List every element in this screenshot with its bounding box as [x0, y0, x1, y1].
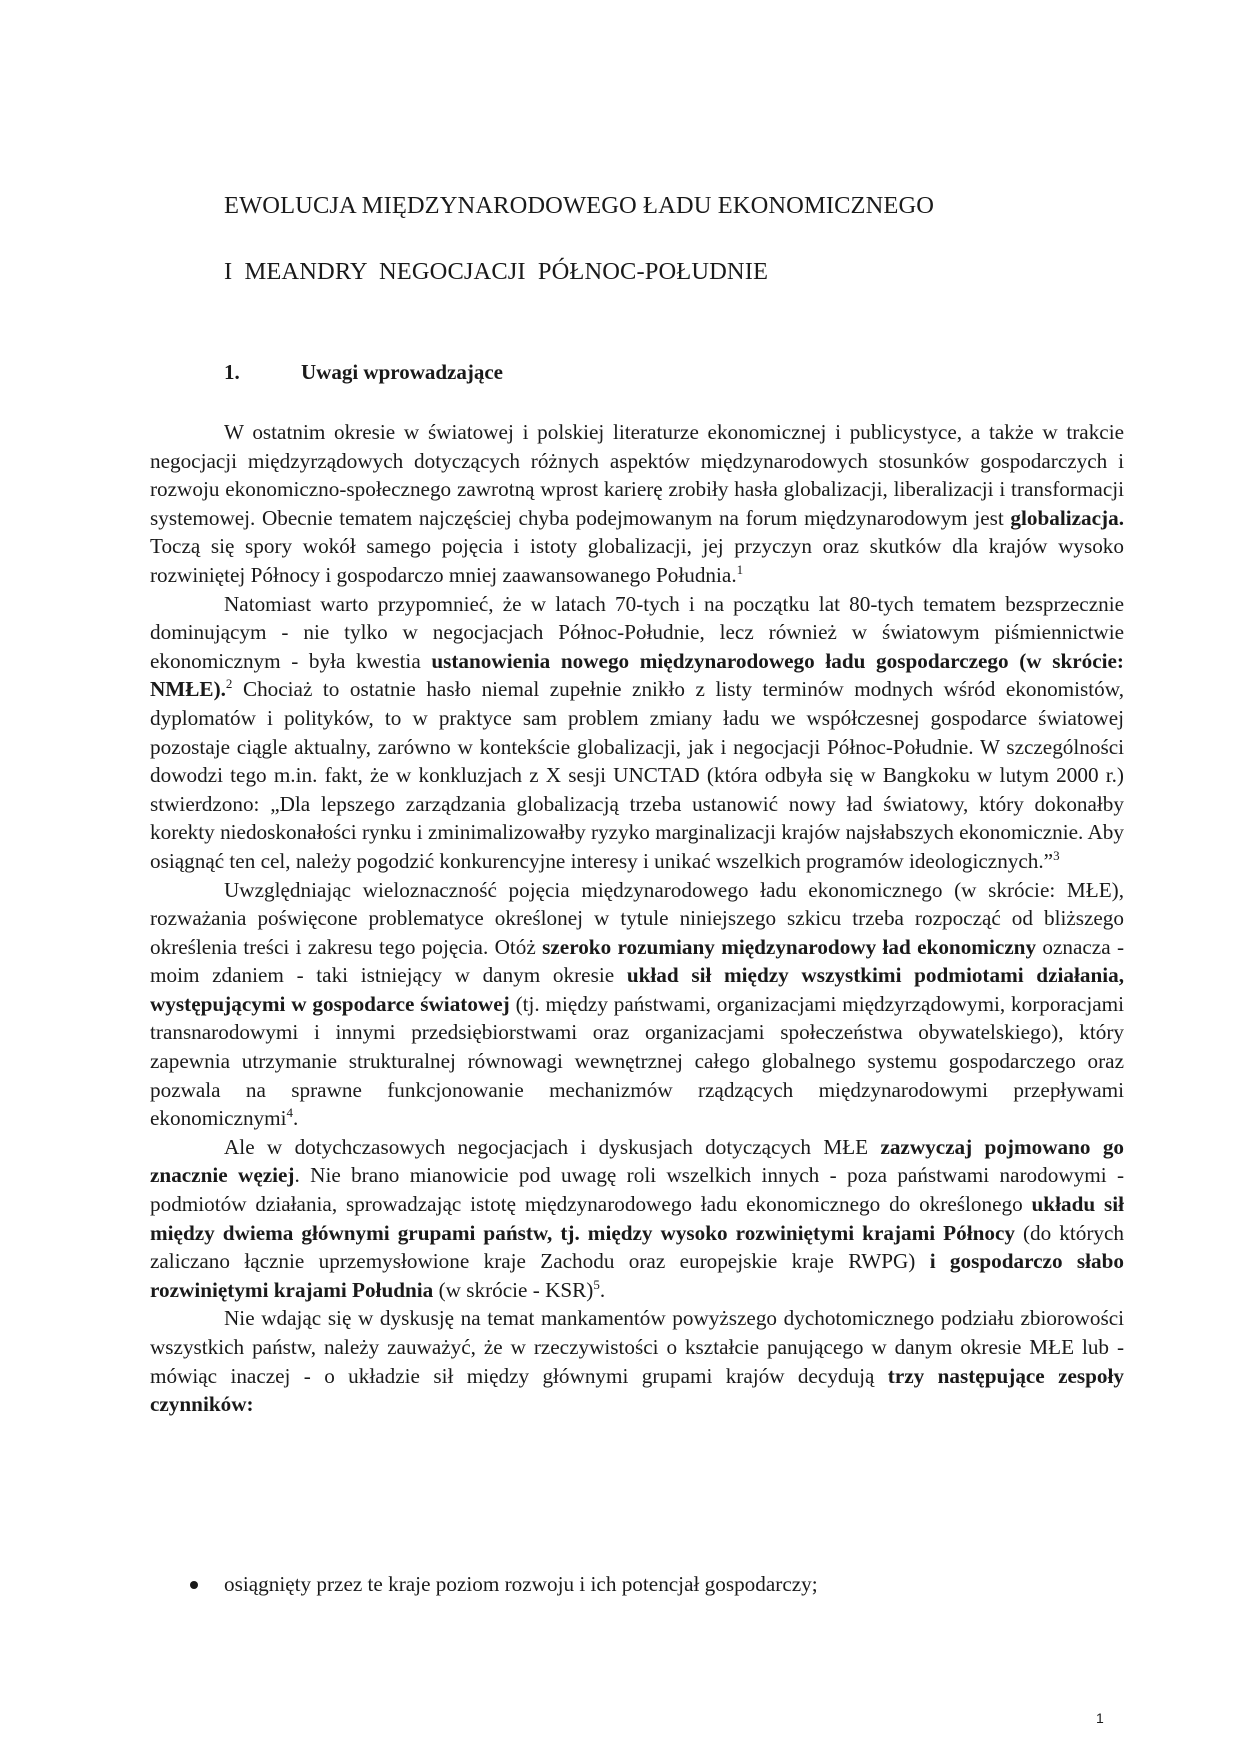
text-run: Toczą się spory wokół samego pojęcia i istoty globalizacji, jej przyczyn oraz skutków dla krajów wysoko rozwiniętej Północy i gospodarczo mniej zaawansowanego Południa.: [150, 534, 1124, 587]
bold-text: globalizacja.: [1010, 505, 1124, 530]
text-run: (tj. między państwami, organizacjami międzyrządowymi, korporacjami transnarodowymi i innymi przedsiębiorstwami oraz organizacjami społeczeństwa obywatelskiego), który zapewnia utrzymanie strukturalnej równowagi wewnętrznej całego globalnego systemu gospodarczego oraz pozwala na sprawne funkcjonowanie mechanizmów rządzących międzynarodowymi przepływami ekonomicznymi: [150, 991, 1124, 1131]
page-number: 1: [1096, 1710, 1104, 1726]
text-run: . Nie brano mianowicie pod uwagę roli wszelkich innych - poza państwami narodowymi - podmiotów działania, sprowadzając istotę międzynarodowego ładu ekonomicznego do określonego: [150, 1163, 1124, 1217]
bold-text: szeroko rozumiany międzynarodowy ład ekonomiczny: [542, 934, 1037, 959]
text-run: (w skrócie - KSR): [433, 1277, 594, 1302]
document-body: [150, 418, 1124, 1419]
text-run: oznacza - moim zdaniem - taki istniejący w danym okresie: [150, 934, 1125, 988]
bold-text: układ sił między wszystkimi podmiotami działania, występującymi w gospodarce światowej: [150, 963, 1125, 1016]
list-item-text: osiągnięty przez te kraje poziom rozwoju i ich potencjał gospodarczy;: [224, 1572, 818, 1596]
text-run: (do których zaliczano łącznie uprzemysłowione kraje Zachodu oraz europejskie kraje RWPG): [150, 1220, 1124, 1274]
text-run: Natomiast warto przypomnieć, że w latach 70-tych i na początku lat 80-tych tematem bezsprzecznie dominującym - nie tylko w negocjacjach Północ-Południe, lecz również w światowym piśmiennictwie ekonomicznym - była kwestia: [150, 591, 1124, 673]
bold-text: ustanowienia nowego międzynarodowego ładu gospodarczego (w skrócie: NMŁE).: [150, 648, 1124, 702]
footnote-ref: 5: [593, 1277, 600, 1293]
paragraph-2: [150, 590, 1124, 876]
section-title: Uwagi wprowadzające: [301, 360, 504, 384]
section-number: 1.: [224, 360, 240, 384]
bold-text: zazwyczaj pojmowano go znacznie węziej: [150, 1134, 1125, 1188]
document-title-line-1: EWOLUCJA MIĘDZYNARODOWEGO ŁADU EKONOMICZNEGO: [224, 192, 935, 219]
footnote-ref: 1: [736, 562, 744, 578]
bold-text: układu sił między dwiema głównymi grupami państw, tj. między wysoko rozwiniętymi krajami Północy: [150, 1192, 1124, 1245]
footnote-ref: 2: [225, 676, 233, 692]
document-title-line-2: I MEANDRY NEGOCJACJI PÓŁNOC-POŁUDNIE: [224, 258, 769, 285]
bullet-list: [150, 1570, 1124, 1599]
text-run: Ale w dotychczasowych negocjacjach i dyskusjach dotyczących MŁE: [224, 1134, 881, 1159]
text-run: Uwzględniając wieloznaczność pojęcia międzynarodowego ładu ekonomicznego (w skrócie: MŁE), rozważania poświęcone problematyce określonej w tytule niniejszego szkicu trzeba rozpocząć od bliższego określenia treści i zakresu tego pojęcia. Otóż: [150, 877, 1124, 959]
section-heading: [224, 360, 503, 385]
paragraph-5: [150, 1304, 1124, 1418]
text-run: Nie wdając się w dyskusję na temat mankamentów powyższego dychotomicznego podziału zbiorowości wszystkich państw, należy zauważyć, że w rzeczywistości o kształcie panującego w danym okresie MŁE lub - mówiąc inaczej - o układzie sił między głównymi grupami krajów decydują: [150, 1306, 1124, 1388]
bold-text: trzy następujące zespoły czynników:: [150, 1363, 1124, 1417]
text-run: .: [293, 1106, 299, 1131]
text-run: .: [599, 1277, 606, 1302]
paragraph-3: [150, 876, 1124, 1133]
text-run: Chociaż to ostatnie hasło niemal zupełnie znikło z listy terminów modnych wśród ekonomistów, dyplomatów i polityków, to w praktyce sam problem zmiany ładu we współczesnej gospodarce światowej pozostaje ciągle aktualny, zarówno w kontekście globalizacji, jak i negocjacji Północ-Południe. W szczególności dowodzi tego m.in. fakt, że w konkluzjach z X sesji UNCTAD (która odbyła się w Bangkoku w lutym 2000 r.) stwierdzono: „Dla lepszego zarządzania globalizacją trzeba ustanowić nowy ład światowy, który dokonałby korekty niedoskonałości rynku i zminimalizowałby ryzyko marginalizacji krajów najsłabszych ekonomicznie. Aby osiągnąć ten cel, należy pogodzić konkurencyjne interesy i unikać wszelkich programów ideologicznych.”: [150, 677, 1124, 873]
bullet-icon: [190, 1581, 198, 1589]
text-run: W ostatnim okresie w światowej i polskiej literaturze ekonomicznej i publicystyce, a także w trakcie negocjacji międzyrządowych dotyczących różnych aspektów międzynarodowych stosunków gospodarczych i rozwoju ekonomiczno-społecznego zawrotną wprost karierę zrobiły hasła globalizacji, liberalizacji i transformacji systemowej. Obecnie tematem najczęściej chyba podejmowanym na forum międzynarodowym jest: [150, 420, 1124, 530]
paragraph-4: [150, 1133, 1124, 1305]
footnote-ref: 3: [1053, 848, 1060, 864]
paragraph-1: [150, 418, 1124, 590]
footnote-ref: 4: [286, 1105, 294, 1121]
bold-text: i gospodarczo słabo rozwiniętymi krajami Południa: [150, 1249, 1124, 1302]
list-item: [150, 1570, 1124, 1599]
